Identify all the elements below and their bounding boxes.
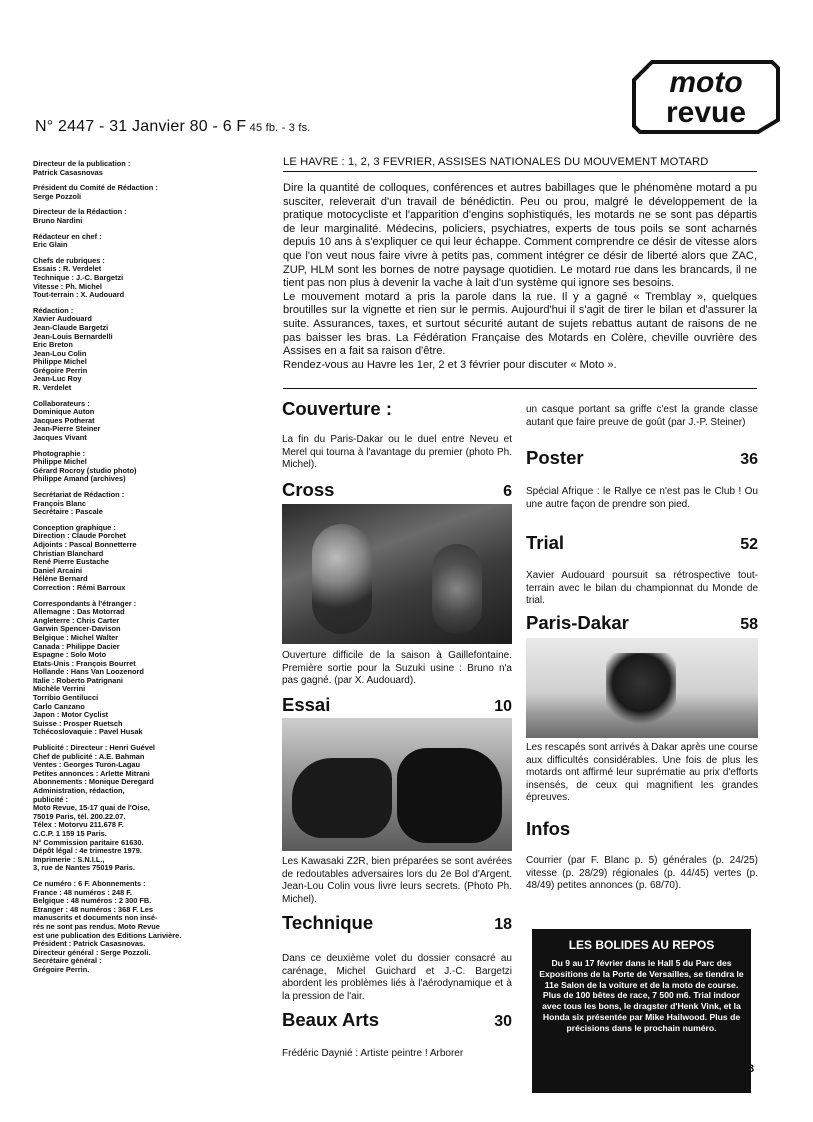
masthead-line: C.C.P. 1 159 15 Paris. [33,829,107,838]
edito-headline: LE HAVRE : 1, 2, 3 FEVRIER, ASSISES NATIONALES DU MOUVEMENT MOTARD [283,156,757,172]
section-title-text: Cross [282,479,335,500]
logo-moto: moto [669,66,743,99]
section-title [282,398,512,420]
masthead-line: Espagne : Solo Moto [33,651,107,660]
masthead-line: Eric Breton [33,341,73,350]
salon-announcement-box [532,929,751,1093]
masthead-sidebar [33,160,238,981]
masthead-line: Ce numéro : 6 F. Abonnements : [33,879,146,888]
masthead-line: est une publication des Editions Larivière. [33,931,182,940]
masthead-line: Direction : Claude Porchet [33,532,126,541]
section-title-text: Couverture : [282,398,392,419]
masthead-line: N° Commission paritaire 61630. [33,838,144,847]
paris-dakar-photo [526,638,758,738]
masthead-line: R. Verdelet [33,384,72,393]
section-page: 52 [740,536,758,553]
masthead-line: Essais : R. Verdelet [33,265,102,274]
masthead-line: Conception graphique : [33,523,116,532]
section-title [282,1009,512,1031]
masthead-line: René Pierre Eustache [33,558,109,567]
page-number: 3 [748,1063,755,1075]
section-title [282,912,512,934]
masthead-line: Tchécoslovaquie : Pavel Husak [33,728,143,737]
masthead-line: Angleterre : Chris Carter [33,616,120,625]
essai-photo [282,718,512,851]
section-title-text: Technique [282,912,374,933]
masthead-line: Tout-terrain : X. Audouard [33,291,125,300]
masthead-line: Jean-Lou Colin [33,349,87,358]
logo-revue: revue [665,96,747,129]
masthead-line: Grégoire Perrin [33,366,88,375]
section-page: 18 [494,916,512,933]
section-couverture [282,398,512,420]
trial-text: Xavier Audouard poursuit sa rétrospective tout-terrain avec le bilan du championnat du Monde de trial. [526,570,758,607]
section-title-text: Beaux Arts [282,1009,379,1030]
masthead-line: Jean-Luc Roy [33,375,82,384]
masthead-line: Belgique : 48 numéros : 2 300 FB. [33,897,152,906]
masthead-line: François Blanc [33,499,86,508]
moto-revue-logo [632,58,780,134]
section-title [526,612,758,634]
section-cross [282,479,512,501]
masthead-block [33,491,238,517]
masthead-line: France : 48 numéros : 248 F. [33,888,132,897]
masthead-line: Carlo Canzano [33,702,85,711]
masthead-line: 3, rue de Nantes 75019 Paris. [33,864,135,873]
section-title-text: Trial [526,532,565,553]
masthead-line: Administration, rédaction, [33,787,125,795]
masthead-line: Secrétaire : Pascale [33,508,103,517]
cross-photo [282,504,512,644]
masthead-line: Japon : Motor Cyclist [33,711,109,720]
masthead-block [33,744,238,873]
masthead-line: Jacques Vivant [33,434,87,443]
masthead-block [33,184,238,201]
essai-caption: Les Kawasaki Z2R, bien préparées se sont avérées de redoutables adversaires lors du 2e Bol d'Argent. Jean-Lou Colin vous livre leurs secrets. (Photo Ph. Michel). [282,856,512,905]
masthead-block [33,400,238,443]
section-technique [282,912,512,934]
masthead-line: Belgique : Michel Walter [33,633,119,642]
masthead-line: Correction : Rémi Barroux [33,583,126,592]
masthead-line: Vitesse : Ph. Michel [33,282,102,291]
edito-paragraph: Rendez-vous au Havre les 1er, 2 et 3 février pour discuter « Moto ». [283,358,617,371]
masthead-block [33,160,238,177]
masthead-line: Directeur de la publication : [33,160,131,168]
masthead-line: Italie : Roberto Patrignani [33,676,123,685]
section-beaux-arts [282,1009,512,1031]
masthead-line: Philippe Michel [33,358,87,367]
section-title [526,447,758,469]
section-poster [526,447,758,469]
masthead-line: Moto Revue, 15-17 quai de l'Oise, [33,804,150,813]
masthead-line: Gérard Rocroy (studio photo) [33,466,137,475]
masthead-line: Philippe Amand (archives) [33,475,126,484]
section-title-text: Essai [282,694,331,715]
section-title-text: Paris-Dakar [526,612,629,633]
poster-text: Spécial Afrique : le Rallye ce n'est pas le Club ! Ou une autre façon de prendre son pied. [526,486,758,510]
masthead-line: Publicité : Directeur : Henri Guével [33,744,155,753]
issue-price: 45 fb. - 3 fs. [246,122,311,134]
masthead-line: Président : Patrick Casasnovas. [33,940,146,949]
masthead-line: Président du Comité de Rédaction : [33,184,158,193]
masthead-line: Correspondants à l'étranger : [33,599,137,608]
box-text: Du 9 au 17 février dans le Hall 5 du Parc des Expositions de la Porte de Versailles, se tiendra le 11e Salon de la voiture et de la moto de course. Plus de 100 bêtes de race, 7 500 m6. Trial indoor avec tous les bons, le dragster d'Henk Vink, et la Honda six présentée par Mike Hailwood. Plus de précisions dans le prochain numéro. [539,958,744,1033]
masthead-line: Michèle Verrini [33,685,86,694]
section-infos [526,818,758,840]
infos-text: Courrier (par F. Blanc p. 5) générales (p. 24/25) vitesse (p. 28/29) régionales (p. 44/45) vertes (p. 48/49) petites annonces (p. 68/70). [526,855,758,892]
section-page: 10 [494,698,512,715]
masthead-line: Xavier Audouard [33,315,92,324]
masthead-line: Patrick Casasnovas [33,168,103,177]
issue-main: N° 2447 - 31 Janvier 80 - 6 F [35,118,247,135]
masthead-line: Secrétaire général : [33,957,102,966]
section-title [282,694,512,716]
masthead-line: Imprimerie : S.N.I.L., [33,855,105,864]
masthead-line: Allemagne : Das Motorrad [33,608,125,617]
masthead-line: Petites annonces : Arlette Mitrani [33,769,150,778]
section-title-text: Infos [526,818,571,839]
section-paris-dakar [526,612,758,634]
section-trial [526,532,758,554]
beaux-arts-continued: un casque portant sa griffe c'est la grande classe autant que faire preuve de goût (par J.-P. Steiner) [526,404,758,428]
section-page: 6 [503,483,512,500]
edito-paragraph: Dire la quantité de colloques, conférences et autres babillages que le phénomène motard a pu susciter, releverait d'un travail de bénédictin. Peu ou prou, malgré le développement de la pratique motocycliste et l'apparition d'engins sophistiqués, les motards ne se sont pas départis de leur marginalité. Médecins, policiers, psychiatres, experts de tous poils se sont acharnés depuis 10 ans à s'expliquer ce qui leur échappe. Comment comprendre ce désir de vitesse alors que l'on veut nous faire vivre à petits pas, comment intégrer ce désir de liberté alors que ZAC, ZUP, HLM sont les bornes de notre paysage quotidien. Le motard rue dans les brancards, il ne tient pas non plus à devenir la vache à lait d'un système qui ignore ses besoins. [283,182,757,290]
masthead-line: Chef de publicité : A.E. Bahman [33,752,145,761]
section-title-text: Poster [526,447,584,468]
masthead-block [33,307,238,393]
masthead-line: Hélène Bernard [33,575,88,584]
technique-text: Dans ce deuxième volet du dossier consacré au carénage, Michel Guichard et J.-C. Bargetzi abordent les problèmes liés à l'aérodynamique et à la pression de l'air. [282,953,512,1002]
masthead-line: Serge Pozzoli [33,192,82,201]
masthead-line: Jean-Claude Bargetzi [33,323,109,332]
masthead-block [33,450,238,484]
masthead-block [33,880,238,975]
masthead-line: Jacques Potherat [33,416,95,425]
masthead-line: Photographie : [33,449,86,458]
masthead-line: Télex : Motorvu 211.678 F. [33,821,124,830]
masthead-block [33,257,238,300]
masthead-line: Chefs de rubriques : [33,256,105,265]
masthead-line: Eric Glain [33,241,68,250]
section-title [526,818,758,840]
section-title [282,479,512,501]
divider [283,388,757,389]
beaux-arts-text: Frédéric Daynié : Artiste peintre ! Arborer [282,1048,464,1059]
masthead-line: Canada : Philippe Dacier [33,642,120,651]
masthead-block [33,208,238,225]
masthead-line: Dominique Auton [33,408,95,417]
section-essai [282,694,512,716]
masthead-line: Ventes : Georges Turon-Lagau [33,761,141,770]
masthead-line: Grégoire Perrin. [33,965,90,974]
masthead-line: Collaborateurs : [33,399,90,408]
masthead-line: 75019 Paris, tél. 200.22.07. [33,812,126,821]
masthead-line: Etats-Unis : François Bourret [33,659,136,668]
masthead-line: manuscrits et documents non insé- [33,914,158,923]
masthead-line: Garwin Spencer-Davison [33,625,121,634]
masthead-line: Etranger : 48 numéros : 368 F. Les [33,905,153,914]
masthead-line: Directeur de la Rédaction : [33,208,127,217]
paris-dakar-caption: Les rescapés sont arrivés à Dakar après une course aux difficultés considérables. Une fois de plus les motards ont affirmé leur suprématie au prix d'efforts insensés, de ceux qui magnifient les grandes épreuves. [526,742,758,804]
masthead-line: Daniel Arcaini [33,566,83,575]
masthead-line: Secrétariat de Rédaction : [33,491,125,499]
masthead-block [33,600,238,738]
masthead-block [33,233,238,250]
masthead-line: Bruno Nardini [33,216,83,225]
masthead-line: publicité : [33,795,68,804]
masthead-line: Technique : J.-C. Bargetzi [33,273,124,282]
section-page: 58 [740,616,758,633]
masthead-line: Christian Blanchard [33,549,104,558]
masthead-line: Jean-Louis Bernardelli [33,332,113,341]
masthead-line: Rédaction : [33,306,74,315]
masthead-line: Hollande : Hans Van Loozenord [33,668,144,677]
masthead-line: Abonnements : Monique Deregard [33,778,154,787]
edito-paragraph: Le mouvement motard a pris la parole dans la rue. Il y a gagné « Tremblay », quelques broutilles sur la vignette et rien sur le permis. Aujourd'hui il s'agit de tirer le bilan et d'assurer la suite. Assurances, taxes, et surtout sécurité autant de sujets rebattus autant de raisons de ne pas baisser les bras. La Fédération Française des Motards en Colère, cheville ouvrière des Assises en a fait sa raison d'être. [283,290,757,358]
section-page: 30 [494,1013,512,1030]
masthead-line: Adjoints : Pascal Bonnetterre [33,540,137,549]
masthead-line: Suisse : Prosper Ruetsch [33,719,123,728]
edito-text [283,182,757,372]
cross-caption: Ouverture difficile de la saison à Gaillefontaine. Première sortie pour la Suzuki usine : Bruno n'a pas gagné. (par X. Audouard). [282,650,512,687]
masthead-line: Philippe Michel [33,458,87,467]
issue-line [35,118,311,136]
box-title: LES BOLIDES AU REPOS [568,938,715,952]
masthead-block [33,524,238,593]
masthead-line: Jean-Pierre Steiner [33,425,101,434]
couverture-text: La fin du Paris-Dakar ou le duel entre Neveu et Merel qui tourna à l'avantage du premier (photo Ph. Michel). [282,434,512,471]
section-title [526,532,758,554]
section-page: 36 [740,451,758,468]
masthead-line: Torribio Gentilucci [33,694,99,703]
masthead-line: rés ne sont pas rendus. Moto Revue [33,922,160,931]
masthead-line: Rédacteur en chef : [33,232,102,241]
masthead-line: Directeur général : Serge Pozzoli. [33,948,151,957]
masthead-line: Dépôt légal : 4e trimestre 1979. [33,847,142,856]
